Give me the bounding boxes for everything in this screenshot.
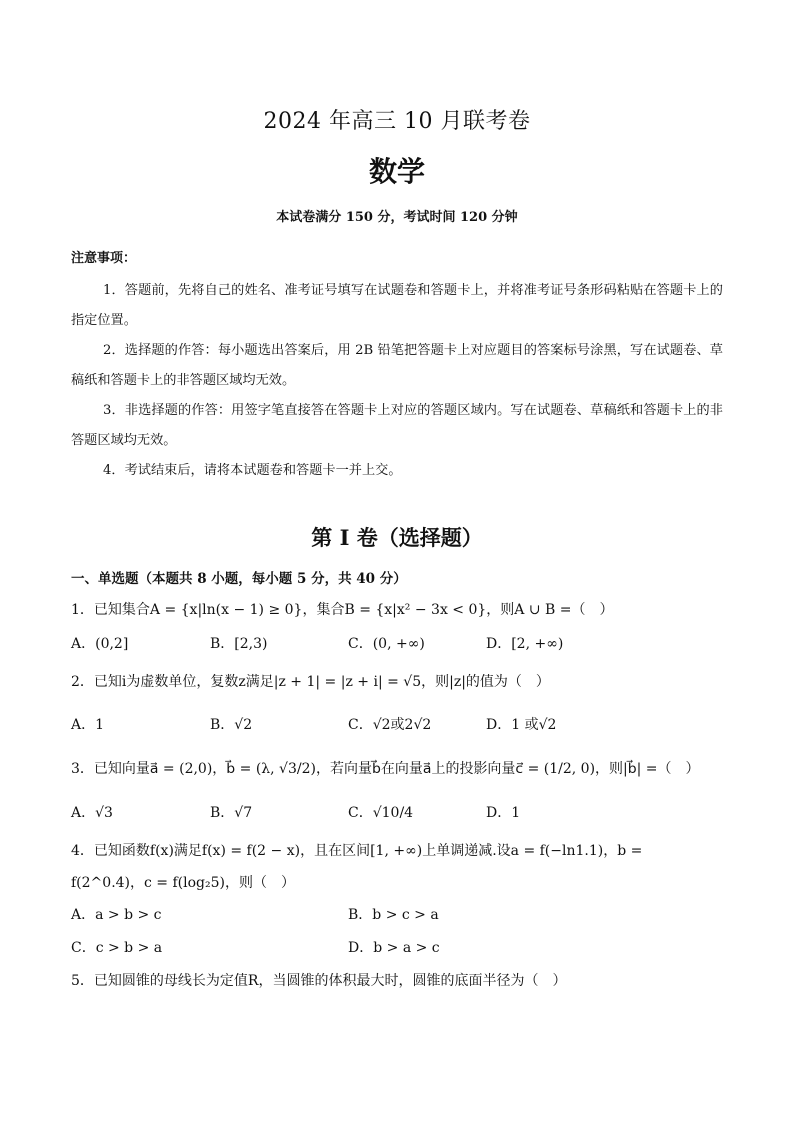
question-3-option-d: D．1 [486,805,521,821]
question-4-option-d: D．b > a > c [348,940,440,956]
question-1-option-a: A．(0,2] [71,636,129,652]
exam-note: 本试卷满分 150 分，考试时间 120 分钟 [276,210,518,225]
question-2-option-d: D．1 或√2 [486,717,557,733]
notice-heading: 注意事项： [71,251,137,266]
notice-item: 3．非选择题的作答：用签字笔直接答在答题卡上对应的答题区域内。写在试题卷、草稿纸和答题卡上的非答题区域均无效。 [71,403,723,448]
question-3-option-a: A．√3 [71,805,113,821]
question-2-option-c: C．√2或2√2 [348,717,432,733]
question-4-option-a: A．a > b > c [71,907,162,923]
notice-list [71,276,723,486]
question-4-stem-line2: f(2^0.4)，c = f(log₂5)，则（ ） [71,875,295,891]
exam-title: 2024 年高三 10 月联考卷 [263,109,531,134]
notice-item: 4．考试结束后，请将本试题卷和答题卡一并上交。 [103,463,402,478]
notice-item: 2．选择题的作答：每小题选出答案后，用 2B 铅笔把答题卡上对应题目的答案标号涂黑，写在试题卷、草稿纸和答题卡上的非答题区域均无效。 [71,343,723,388]
question-1-stem: 1．已知集合A = {x|ln(x − 1) ≥ 0}，集合B = {x|x² − 3x < 0}，则A ∪ B =（ ） [71,602,614,618]
question-1-option-b: B．[2,3) [210,636,268,652]
question-2-option-b: B．√2 [210,717,253,733]
question-1-option-d: D．[2, +∞) [486,636,564,652]
question-3-option-c: C．√10/4 [348,805,414,821]
section-title: 第 I 卷（选择题） [311,525,483,550]
question-2-option-a: A．1 [71,717,105,733]
question-5-stem: 5．已知圆锥的母线长为定值R，当圆锥的体积最大时，圆锥的底面半径为（ ） [71,973,567,989]
question-3-stem: 3．已知向量a⃗ = (2,0)，b⃗ = (λ, √3/2)，若向量b⃗在向量a⃗上的投影向量c⃗ = (1/2, 0)，则|b⃗| =（ ） [71,761,700,777]
question-3-option-b: B．√7 [210,805,253,821]
subject-title: 数学 [368,155,425,188]
question-4-option-c: C．c > b > a [71,940,163,956]
notice-item: 1．答题前，先将自己的姓名、准考证号填写在试题卷和答题卡上，并将准考证号条形码粘贴在答题卡上的指定位置。 [71,283,723,328]
part-heading: 一、单选题（本题共 8 小题，每小题 5 分，共 40 分） [71,571,407,587]
question-1-option-c: C．(0, +∞) [348,636,425,652]
question-4-option-b: B．b > c > a [348,907,439,923]
question-2-stem: 2．已知i为虚数单位，复数z满足|z + 1| = |z + i| = √5，则|z|的值为（ ） [71,674,550,690]
question-4-stem-line1: 4．已知函数f(x)满足f(x) = f(2 − x)，且在区间[1, +∞)上单调递减.设a = f(−ln1.1)，b = [71,843,643,859]
